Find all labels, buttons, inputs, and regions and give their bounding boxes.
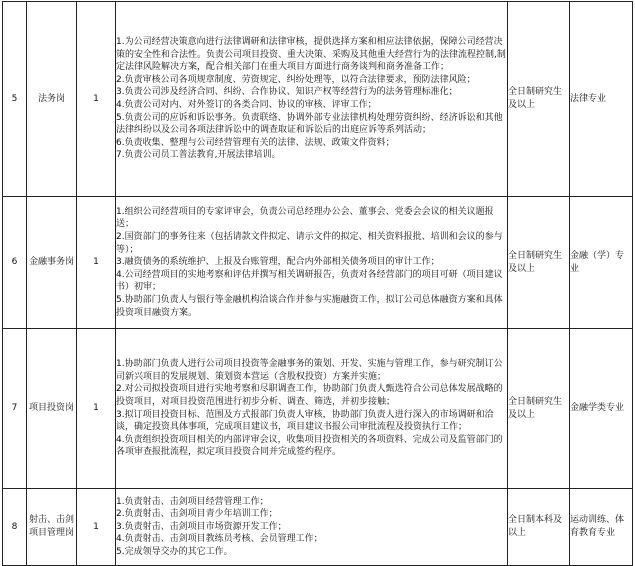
duty-item: 2.对公司拟投资项目进行实地考察和尽职调查工作，协助部门负责人甄选符合公司总体发展战略的投资项目，对项目投资范围进行初步分析、调查、筛选，并初步接触； (116, 384, 503, 407)
duty-item: 2.负责射击、击剑项目青少年培训工作； (116, 509, 278, 520)
major-requirement-cell: 金融（学）专业 (570, 197, 633, 329)
duty-item: 4.负责公司对内、对外签订的各类合同、协议的审核、评审工作； (116, 100, 377, 110)
table-row (3, 197, 633, 329)
duties-cell (116, 489, 508, 566)
duty-item: 1.协助部门负责人进行公司项目投资等金融事务的策划、开发、实施与管理工作，参与研究制订公司新兴项目的发展规划、策划资本营运（含股权投资）方案并实施； (116, 359, 503, 382)
education-requirement-cell: 全日制研究生及以上 (508, 329, 570, 489)
headcount-cell: 1 (77, 329, 116, 489)
duty-item: 5.完成领导交办的其它工作。 (116, 546, 233, 557)
position-name-cell: 金融事务岗 (27, 197, 77, 329)
duty-item: 1.为公司经营决策意向进行法律调研和法律审核，提供选择方案和相应法律依据，保障公司经营决策的安全性和合法性。负责公司项目投资、重大决策、采购及其他重大经营行为的法律流程控制,制定法律风险解决方案，配合相关部门在重大项目方面进行商务谈判和商务准备工作； (116, 37, 506, 73)
duty-item: 3.负责公司涉及经济合同、纠纷、合作协议、知识产权等经营行为的法务管理标准化； (116, 87, 458, 98)
table-row (3, 329, 633, 489)
duty-item: 2.负责审核公司各项规章制度、劳资规定、纠纷处理等，以符合法律要求，预防法律风险； (116, 74, 476, 85)
job-positions-table (2, 1, 633, 566)
education-requirement-cell: 全日制本科及以上 (508, 489, 570, 566)
education-requirement-cell: 全日制研究生及以上 (508, 2, 570, 197)
duty-item: 1.负责射击、击剑项目经营管理工作； (116, 496, 269, 507)
duty-item: 3.融资债务的系统维护、上报及台账管理，配合内外部相关债务项目的审计工作； (116, 257, 440, 268)
position-name-cell: 射击、击剑项目管理岗 (27, 489, 77, 566)
table-row (3, 2, 633, 197)
duty-item: 5.协助部门负责人与银行等金融机构洽谈合作并参与实施融资工作，拟订公司总体融资方案和具体投资项目融资方案。 (116, 294, 503, 318)
position-name-cell: 项目投资岗 (27, 329, 77, 489)
duty-item: 6.负责收集、整理与公司经营管理有关的法律、法规、政策文件资料； (116, 137, 395, 148)
duty-item: 4.负责射击、击剑项目教练员考核、会员管理工作； (116, 534, 323, 545)
duty-item: 4.负责组织投资项目相关的内部评审会议，收集项目投资相关的各项资料、完成公司及监管部门的各项审查报批流程，拟定项目投资合同并完成签约程序。 (116, 434, 503, 458)
duty-item: 3.拟订项目投资目标、范围及方式报部门负责人审核，协助部门负责人进行深入的市场调研和洽谈，确定投资具体事项，完成项目建议书，项目建议书报公司审批流程及投资执行工作； (116, 409, 494, 433)
row-number-cell: 8 (3, 489, 27, 566)
major-requirement-cell: 金融学类专业 (570, 329, 633, 489)
position-name-cell: 法务岗 (27, 2, 77, 197)
duty-item: 1.组织公司经营项目的专家评审会，负责公司总经理办公会、董事会、党委会会议的相关议题报送； (116, 206, 494, 230)
job-table-sheet (0, 1, 635, 565)
row-number-cell: 7 (3, 329, 27, 489)
duty-item: 3.负责射击、击剑项目市场资源开发工作； (116, 521, 287, 532)
duty-item: 7.负责公司员工普法教育,开展法律培训。 (116, 150, 281, 161)
headcount-cell: 1 (77, 489, 116, 566)
duty-item: 5.负责公司的应诉和诉讼事务。负责联络、协调外部专业法律机构处理劳资纠纷、经济诉讼和其他法律纠纷以及公司各项法律诉讼中的调查取证和诉讼后的出庭应诉等系列活动； (116, 112, 503, 136)
major-requirement-cell: 运动训练、体育教育专业 (570, 489, 633, 566)
row-number-cell: 6 (3, 197, 27, 329)
duty-item: 4.公司经营项目的实地考察和评估并撰写相关调研报告，负责对各经营部门的项目可研（项目建议书）初审； (116, 269, 503, 293)
headcount-cell: 1 (77, 197, 116, 329)
duties-cell (116, 2, 508, 197)
headcount-cell: 1 (77, 2, 116, 197)
duties-cell (116, 197, 508, 329)
education-requirement-cell: 全日制研究生及以上 (508, 197, 570, 329)
table-row (3, 489, 633, 566)
row-number-cell: 5 (3, 2, 27, 197)
major-requirement-cell: 法律专业 (570, 2, 633, 197)
duties-cell (116, 329, 508, 489)
duty-item: 2.国资部门的事务往来（包括请款文件拟定、请示文件的拟定、相关资料报批、培训和会议的参与等）； (116, 232, 503, 255)
